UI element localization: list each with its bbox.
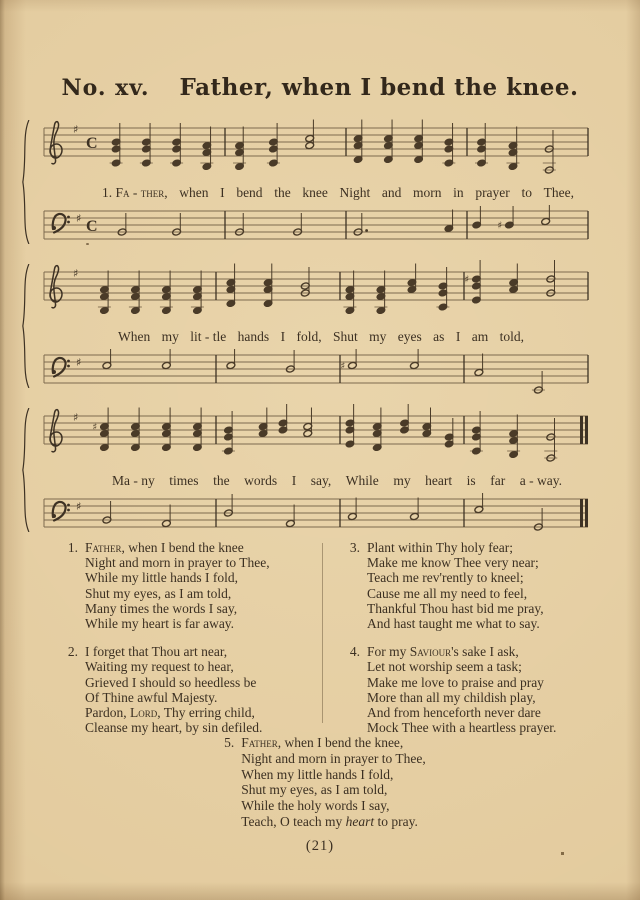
system-brace: [19, 264, 30, 388]
verse-lines: [85, 644, 262, 735]
lyric-syllable: times: [169, 473, 199, 488]
bass-staff: [34, 203, 594, 253]
verse-line: I forget that Thou art near,: [85, 644, 228, 660]
lyric-syllable: prayer: [475, 185, 510, 200]
verse-line: Cause me all my need to feel,: [367, 585, 528, 601]
verse-number: 1.: [67, 540, 78, 555]
svg-text:♯: ♯: [340, 361, 346, 372]
verse-line: Teach, O teach my heart to pray.: [241, 813, 418, 829]
verse-number: 3.: [349, 540, 360, 555]
svg-text:♯: ♯: [73, 411, 79, 424]
verse-lines: [85, 540, 270, 631]
lyric-syllable: Night: [339, 185, 371, 200]
verse-line: More than all my childish play,: [367, 689, 536, 705]
lyric-syllable: say,: [310, 473, 332, 488]
music-system-3: [34, 400, 594, 546]
verse-line: Make me know Thee very near;: [367, 555, 539, 571]
verse-line: Night and morn in prayer to Thee,: [241, 750, 426, 766]
verse: [214, 735, 426, 830]
lyric-syllable: heart: [425, 473, 453, 488]
lyric-syllable: When: [118, 329, 151, 344]
verse-line: Grieved I should so heedless be: [85, 674, 257, 690]
verse-line: Mock Thee with a heartless prayer.: [367, 720, 557, 736]
lyric-syllable: the: [213, 473, 230, 488]
lyric-syllable: to: [521, 185, 532, 200]
verse: [58, 644, 316, 735]
svg-text:C: C: [86, 135, 98, 152]
lyric-syllable: bend: [236, 185, 263, 200]
svg-text:C: C: [86, 218, 98, 235]
lyric-line: [112, 472, 562, 490]
lyric-syllable: Thee,: [543, 185, 574, 200]
lyric-line: [118, 328, 524, 346]
verse: [58, 540, 316, 631]
verse-lines: [367, 540, 544, 631]
verse-line: Father, when I bend the knee: [85, 540, 244, 555]
verse-number: 4.: [349, 644, 360, 660]
page-number: (21): [305, 838, 335, 854]
svg-text:♯: ♯: [76, 356, 82, 369]
ink-speck: [561, 852, 564, 855]
lyric-syllable: lit - tle: [190, 329, 227, 344]
column-divider: [322, 543, 323, 723]
svg-text:♯: ♯: [76, 500, 82, 513]
verse-number: 5.: [224, 735, 235, 750]
lyric-syllable: While: [345, 473, 379, 488]
verse-line: Plant within Thy holy fear;: [367, 540, 513, 555]
bass-staff: [34, 347, 594, 397]
svg-text:♯: ♯: [76, 212, 82, 225]
treble-staff: [34, 112, 594, 178]
ink-speck: [86, 243, 89, 245]
verse-line: Shut my eyes, as I am told,: [241, 782, 388, 798]
verse-line: While my heart is far away.: [85, 616, 235, 632]
lyric-syllable: words: [244, 473, 278, 488]
lyric-syllable: when: [179, 185, 209, 200]
system-brace: [19, 408, 30, 532]
lyric-syllable: 1. Fa - ther,: [102, 185, 168, 200]
treble-staff: [34, 400, 594, 466]
verse-line: Let not worship seem a task;: [367, 659, 522, 675]
lyric-syllable: as: [433, 329, 445, 344]
svg-text:♯: ♯: [92, 422, 98, 433]
svg-text:♯: ♯: [497, 220, 503, 232]
lyric-syllable: Shut: [332, 329, 358, 344]
verse-line: Make me love to praise and pray: [367, 674, 544, 690]
verse-column-left: [58, 540, 316, 748]
lyric-syllable: told,: [499, 329, 524, 344]
verse-line: And from henceforth never dare: [367, 705, 541, 721]
verse-line: Waiting my request to hear,: [85, 659, 234, 675]
lyric-syllable: Ma - ny: [112, 473, 155, 488]
lyric-syllable: am: [471, 329, 489, 344]
title-row: [0, 74, 640, 101]
lyric-syllable: far: [490, 473, 506, 488]
verse-line: Father, when I bend the knee,: [241, 735, 404, 750]
lyric-syllable: eyes: [397, 329, 422, 344]
lyric-syllable: hands: [237, 329, 270, 344]
hymn-title: Father, when I bend the knee.: [179, 74, 579, 101]
verse: [340, 644, 598, 735]
lyric-syllable: the: [274, 185, 291, 200]
treble-staff: [34, 256, 594, 322]
lyric-syllable: fold,: [296, 329, 322, 344]
lyric-syllable: my: [369, 329, 387, 344]
verse-line: And hast taught me what to say.: [367, 616, 540, 632]
lyric-syllable: is: [466, 473, 476, 488]
verse-line: Shut my eyes, as I am told,: [85, 585, 232, 601]
verse-line: When my little hands I fold,: [241, 766, 394, 782]
lyric-syllable: I: [220, 185, 225, 200]
verse-lines: [367, 644, 556, 735]
lyric-syllable: a - way.: [519, 473, 562, 488]
verse-column-right: [340, 540, 598, 748]
verse-line: Teach me rev'rently to kneel;: [367, 570, 524, 586]
verse: [340, 540, 598, 631]
svg-text:♯: ♯: [73, 267, 79, 280]
lyric-syllable: my: [393, 473, 411, 488]
lyric-syllable: in: [453, 185, 464, 200]
verse-line: Cleanse my heart, by sin defiled.: [85, 720, 263, 736]
verse-columns: [58, 540, 598, 748]
lyric-syllable: I: [291, 473, 297, 488]
verse-line: While my little hands I fold,: [85, 570, 238, 586]
lyric-syllable: morn: [413, 185, 442, 200]
svg-text:♯: ♯: [464, 274, 470, 286]
verse-line: Of Thine awful Majesty.: [85, 689, 218, 705]
final-verse: [0, 735, 640, 830]
lyric-syllable: and: [381, 185, 402, 200]
music-system-2: [34, 256, 594, 402]
verse-lines: [241, 735, 426, 830]
bass-staff: [34, 491, 594, 541]
lyric-syllable: I: [280, 329, 286, 344]
verse-line: Night and morn in prayer to Thee,: [85, 555, 270, 571]
verse-line: For my Saviour's sake I ask,: [367, 644, 519, 660]
lyric-syllable: I: [455, 329, 461, 344]
lyric-syllable: knee: [302, 185, 328, 200]
verse-number: 2.: [67, 644, 78, 660]
lyric-line: [102, 184, 574, 202]
verse-line: Many times the words I say,: [85, 600, 238, 616]
system-brace: [19, 120, 30, 244]
music-system-1: [34, 112, 594, 258]
hymn-number: No. xv.: [61, 75, 150, 101]
verse-line: Pardon, Lord, Thy erring child,: [85, 705, 255, 721]
lyric-syllable: my: [161, 329, 179, 344]
svg-text:♯: ♯: [73, 123, 79, 136]
verse-line: While the holy words I say,: [241, 798, 390, 814]
verse-line: Thankful Thou hast bid me pray,: [367, 600, 544, 616]
